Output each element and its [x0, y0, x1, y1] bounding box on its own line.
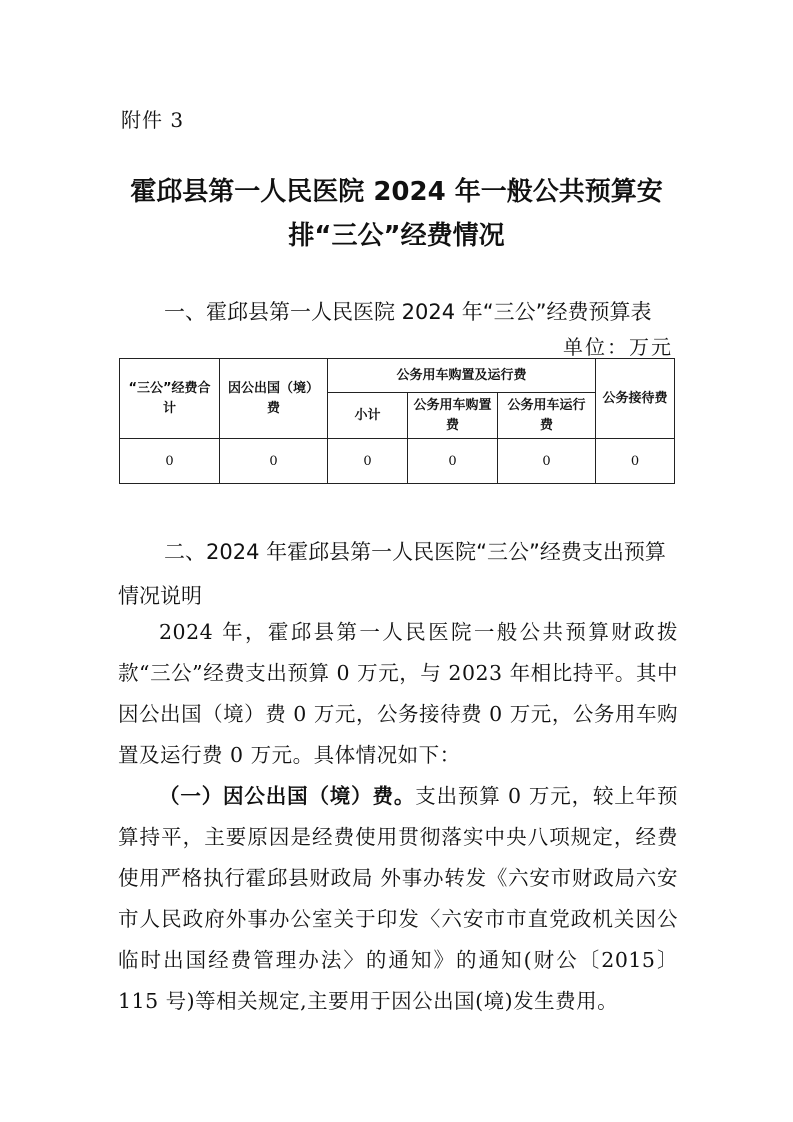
- header-vehicle-operation: 公务用车运行费: [498, 393, 596, 439]
- value-reception: 0: [596, 439, 675, 484]
- section1-heading: 一、霍邱县第一人民医院 2024 年“三公”经费预算表: [164, 300, 652, 324]
- paragraph-abroad: [118, 776, 678, 1022]
- value-vehicle-operation: 0: [498, 439, 596, 484]
- value-vehicle-purchase: 0: [408, 439, 498, 484]
- header-total: “三公”经费合计: [120, 359, 220, 439]
- header-reception: 公务接待费: [596, 359, 675, 439]
- header-vehicle-group: 公务用车购置及运行费: [328, 359, 596, 393]
- budget-table: [119, 358, 675, 484]
- document-title: 霍邱县第一人民医院 2024 年一般公共预算安排“三公”经费情况: [130, 177, 663, 251]
- paragraph-abroad-lead: （一）因公出国（境）费。: [159, 784, 416, 808]
- attachment-label: 附件 3: [121, 108, 185, 132]
- header-vehicle-purchase: 公务用车购置费: [408, 393, 498, 439]
- value-abroad: 0: [220, 439, 328, 484]
- header-subtotal: 小计: [328, 393, 408, 439]
- header-abroad: 因公出国（境）费: [220, 359, 328, 439]
- value-subtotal: 0: [328, 439, 408, 484]
- paragraph-summary: 2024 年，霍邱县第一人民医院一般公共预算财政拨款“三公”经费支出预算 0 万元，与 2023 年相比持平。其中因公出国（境）费 0 万元，公务接待费 0 万元，公务用车购置及运行费 0 万元。具体情况如下：: [118, 620, 678, 767]
- paragraph-abroad-body: 支出预算 0 万元，较上年预算持平，主要原因是经费使用贯彻落实中央八项规定，经费使用严格执行霍邱县财政局 外事办转发《六安市财政局六安市人民政府外事办公室关于印发〈六安市市直党政机关因公临时出国经费管理办法〉的通知》的通知(财公〔2015〕115 号)等相关规定,主要用于因公出国(境)发生费用。: [118, 784, 679, 1013]
- value-total: 0: [120, 439, 220, 484]
- section2-heading: 二、2024 年霍邱县第一人民医院“三公”经费支出预算情况说明: [118, 540, 666, 608]
- unit-label: 单位：万元: [563, 335, 673, 359]
